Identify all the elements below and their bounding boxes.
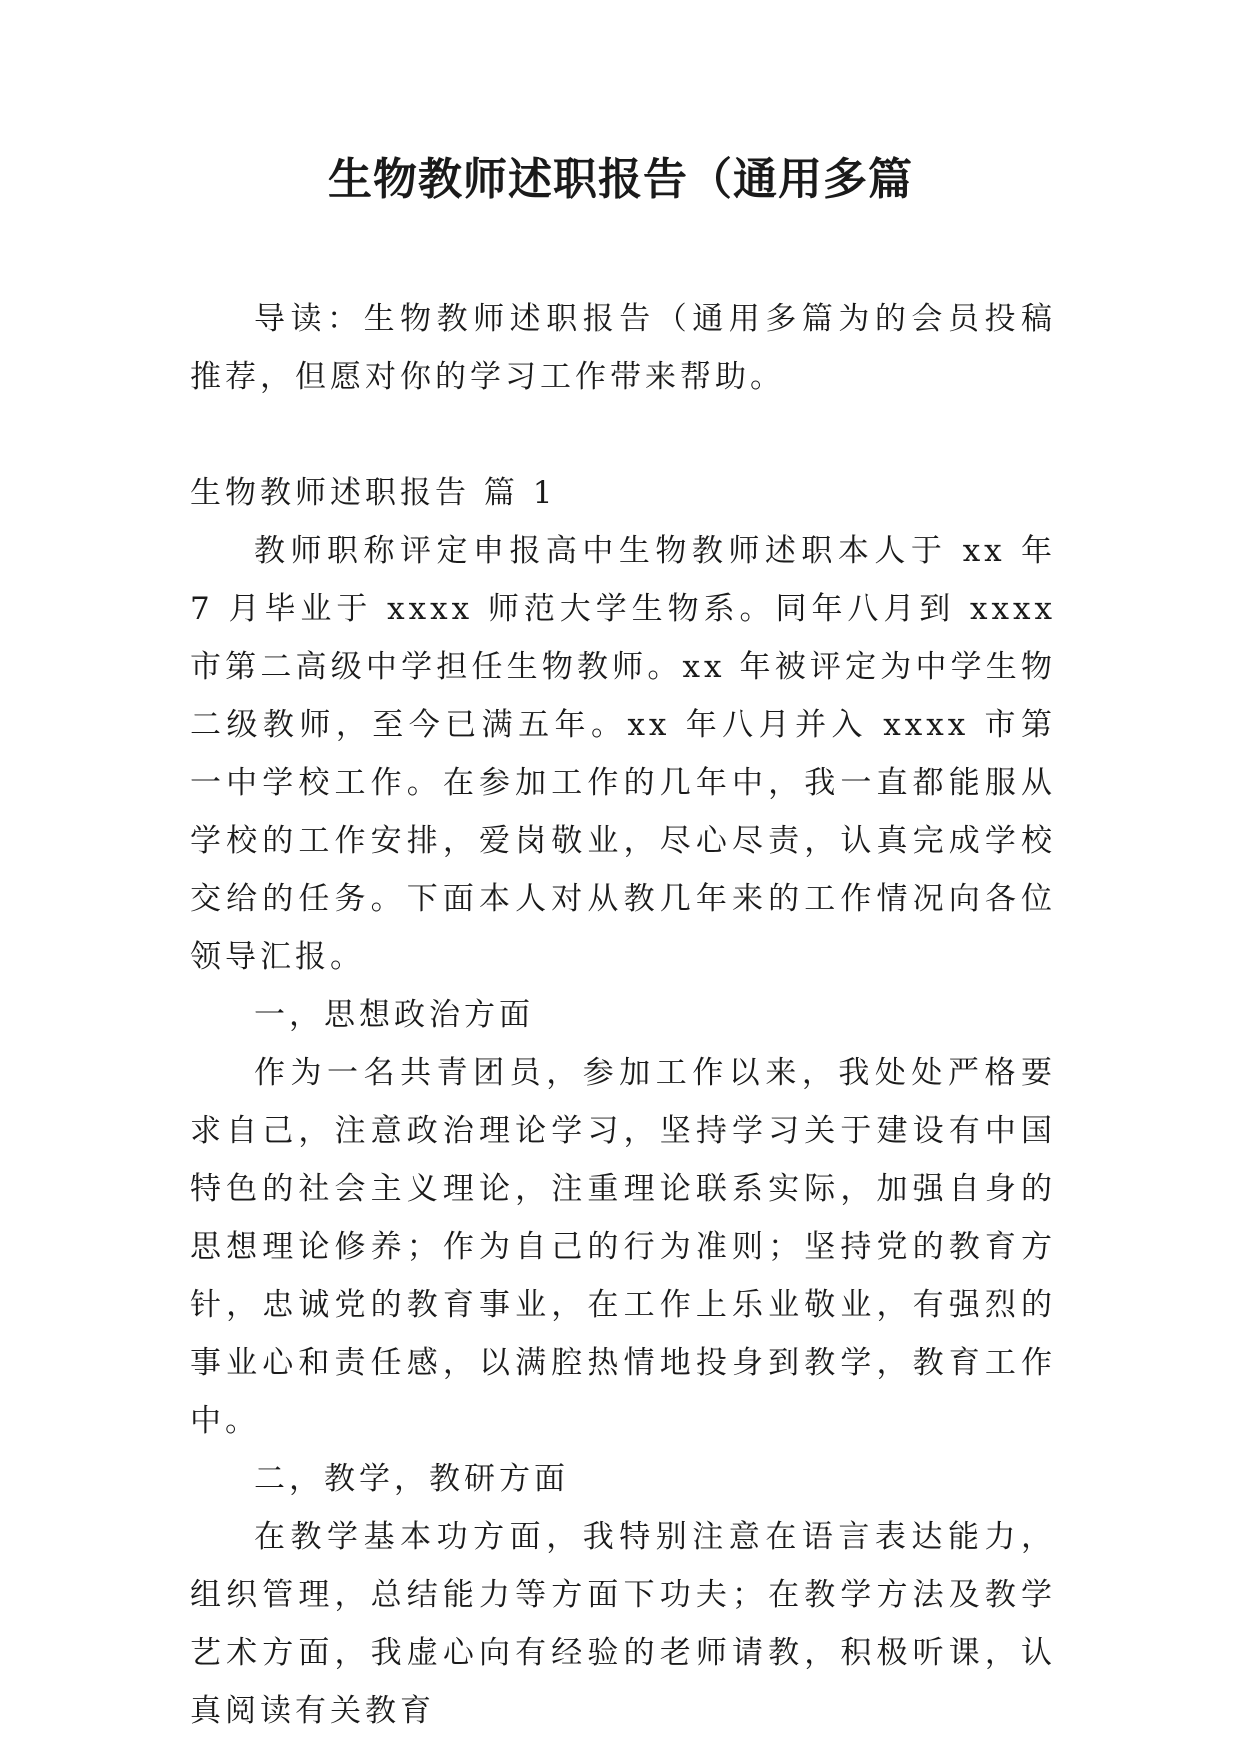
document-title: 生物教师述职报告（通用多篇 — [328, 154, 913, 205]
subheading-teaching: 二，教学，教研方面 — [254, 1461, 569, 1497]
paragraph-1: 教师职称评定申报高中生物教师述职本人于 xx 年 7 月毕业于 xxxx 师范大学生物系。同年八月到 xxxx 市第二高级中学担任生物教师。xx 年被评定为中学生物二级教师，至今已满五年。xx 年八月并入 xxxx 市第一中学校工作。在参加工作的几年中，我一直都能服从学校的工作安排，爱岗敬业，尽心尽责，认真完成学校交给的任务。下面本人对从教几年来的工作情况向各位领导汇报。 — [190, 533, 1056, 975]
paragraph-2: 作为一名共青团员，参加工作以来，我处处严格要求自己，注意政治理论学习，坚持学习关于建设有中国特色的社会主义理论，注重理论联系实际，加强自身的思想理论修养；作为自己的行为准则；坚持党的教育方针，忠诚党的教育事业，在工作上乐业敬业，有强烈的事业心和责任感，以满腔热情地投身到教学，教育工作中。 — [190, 1055, 1056, 1439]
subheading-politics: 一，思想政治方面 — [254, 997, 534, 1033]
document-body — [190, 290, 1056, 1740]
intro-paragraph: 导读：生物教师述职报告（通用多篇为的会员投稿推荐，但愿对你的学习工作带来帮助。 — [190, 301, 1056, 395]
paragraph-3: 在教学基本功方面，我特别注意在语言表达能力，组织管理，总结能力等方面下功夫；在教学方法及教学艺术方面，我虚心向有经验的老师请教，积极听课，认真阅读有关教育 — [190, 1519, 1056, 1729]
section-heading: 生物教师述职报告 篇 1 — [190, 475, 557, 511]
